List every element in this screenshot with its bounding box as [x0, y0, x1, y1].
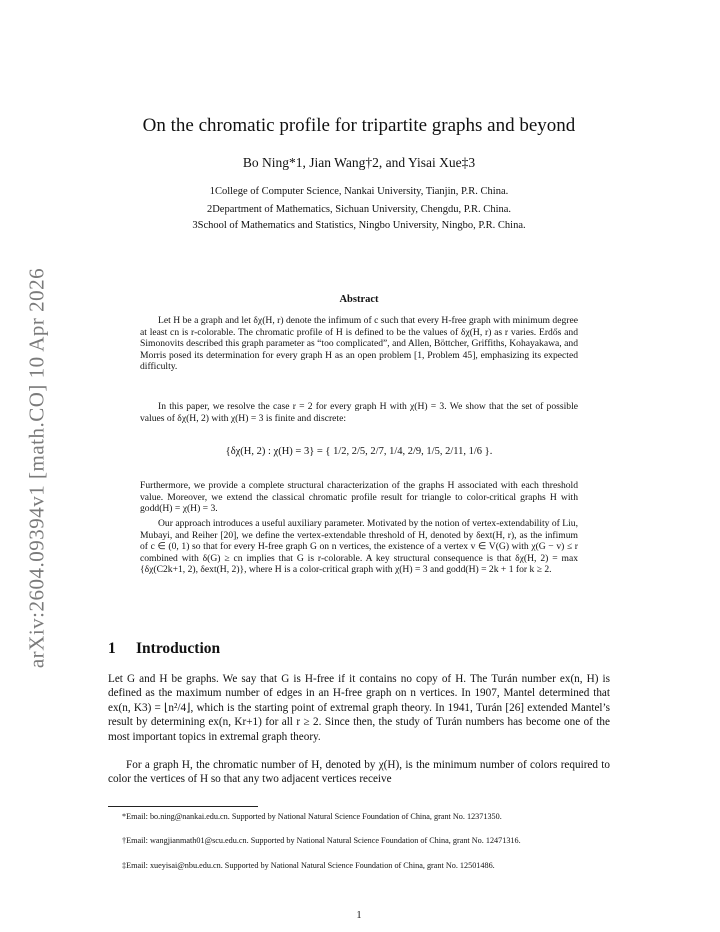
footnote-3: ‡Email: xueyisai@nbu.edu.cn. Supported by National Natural Science Foundation of China, grant No. 12501486. [122, 861, 495, 870]
footnote-1: *Email: bo.ning@nankai.edu.cn. Supported by National Natural Science Foundation of China, grant No. 12371350. [122, 812, 502, 821]
affiliation-3: 3School of Mathematics and Statistics, Ningbo University, Ningbo, P.R. China. [192, 220, 526, 231]
affiliation-1: 1College of Computer Science, Nankai University, Tianjin, P.R. China. [209, 186, 509, 197]
author-list: Bo Ning*1, Jian Wang†2, and Yisai Xue‡3 [242, 155, 476, 170]
intro-paragraph-2: For a graph H, the chromatic number of H, denoted by χ(H), is the minimum number of colors required to color the vertices of H so that any two adjacent vertices receive [108, 759, 610, 786]
affiliation-2: 2Department of Mathematics, Sichuan University, Chengdu, P.R. China. [206, 204, 512, 215]
paper-title: On the chromatic profile for tripartite graphs and beyond [142, 115, 576, 136]
section-title: Introduction [136, 640, 221, 657]
abstract-paragraph-4: Our approach introduces a useful auxiliary parameter. Motivated by the notion of vertex-extendability of Liu, Mubayi, and Reiher [20], we define the vertex-extendable threshold of H, denoted by δext(H, r), as the infimum of c ∈ (0, 1) so that for every H-free graph G on n vertices, the existence of a vertex v ∈ V(G) with χ(G − v) ≤ r combined with δ(G) ≥ cn implies that G is r-colorable. A key structural consequence is that δχ(H, 2) = max {δχ(C2k+1, 2), δext(H, 2)}, where H is a color-critical graph with χ(H) = 3 and godd(H) = 2k + 1 for k ≥ 2. [140, 518, 578, 576]
display-equation: {δχ(H, 2) : χ(H) = 3} = { 1/2, 2/5, 2/7, 1/4, 2/9, 1/5, 2/11, 1/6 }. [225, 446, 493, 457]
section-number: 1 [108, 640, 116, 657]
abstract-paragraph-3: Furthermore, we provide a complete structural characterization of the graphs H associated with each threshold value. Moreover, we extend the classical chromatic profile result for triangle to color-critical graphs H with godd(H) = χ(H) = 3. [140, 480, 578, 515]
abstract-heading: Abstract [339, 294, 379, 305]
abstract-paragraph-1: Let H be a graph and let δχ(H, r) denote the infimum of c such that every H-free graph with minimum degree at least cn is r-colorable. The chromatic profile of H is defined to be the values of δχ(H, r) as r varies. Erdős and Simonovits described this graph parameter as “too complicated”, and Allen, Böttcher, Griffiths, Kohayakawa, and Morris posed its determination for every graph H as an open problem [1, Problem 45], emphasizing its expected difficulty. [140, 315, 578, 373]
intro-paragraph-1: Let G and H be graphs. We say that G is H-free if it contains no copy of H. The Turán number ex(n, H) is defined as the maximum number of edges in an H-free graph on n vertices. In 1907, Mantel determined that ex(n, K3) = ⌊n²/4⌋, which is the starting point of extremal graph theory. In 1941, Turán [26] extended Mantel’s result by determining ex(n, Kr+1) for all r ≥ 2. Since then, the study of Turán numbers has become one of the most important topics in extremal graph theory. [108, 673, 610, 743]
page-number: 1 [356, 910, 362, 921]
footnote-2: †Email: wangjianmath01@scu.edu.cn. Supported by National Natural Science Foundation of China, grant No. 12471316. [122, 836, 521, 845]
footnote-rule [108, 806, 258, 807]
section-heading [108, 640, 220, 658]
abstract-paragraph-2: In this paper, we resolve the case r = 2 for every graph H with χ(H) = 3. We show that the set of possible values of δχ(H, 2) with χ(H) = 3 is finite and discrete: [140, 401, 578, 424]
arxiv-identifier: arXiv:2604.09394v1 [math.CO] 10 Apr 2026 [24, 267, 49, 669]
